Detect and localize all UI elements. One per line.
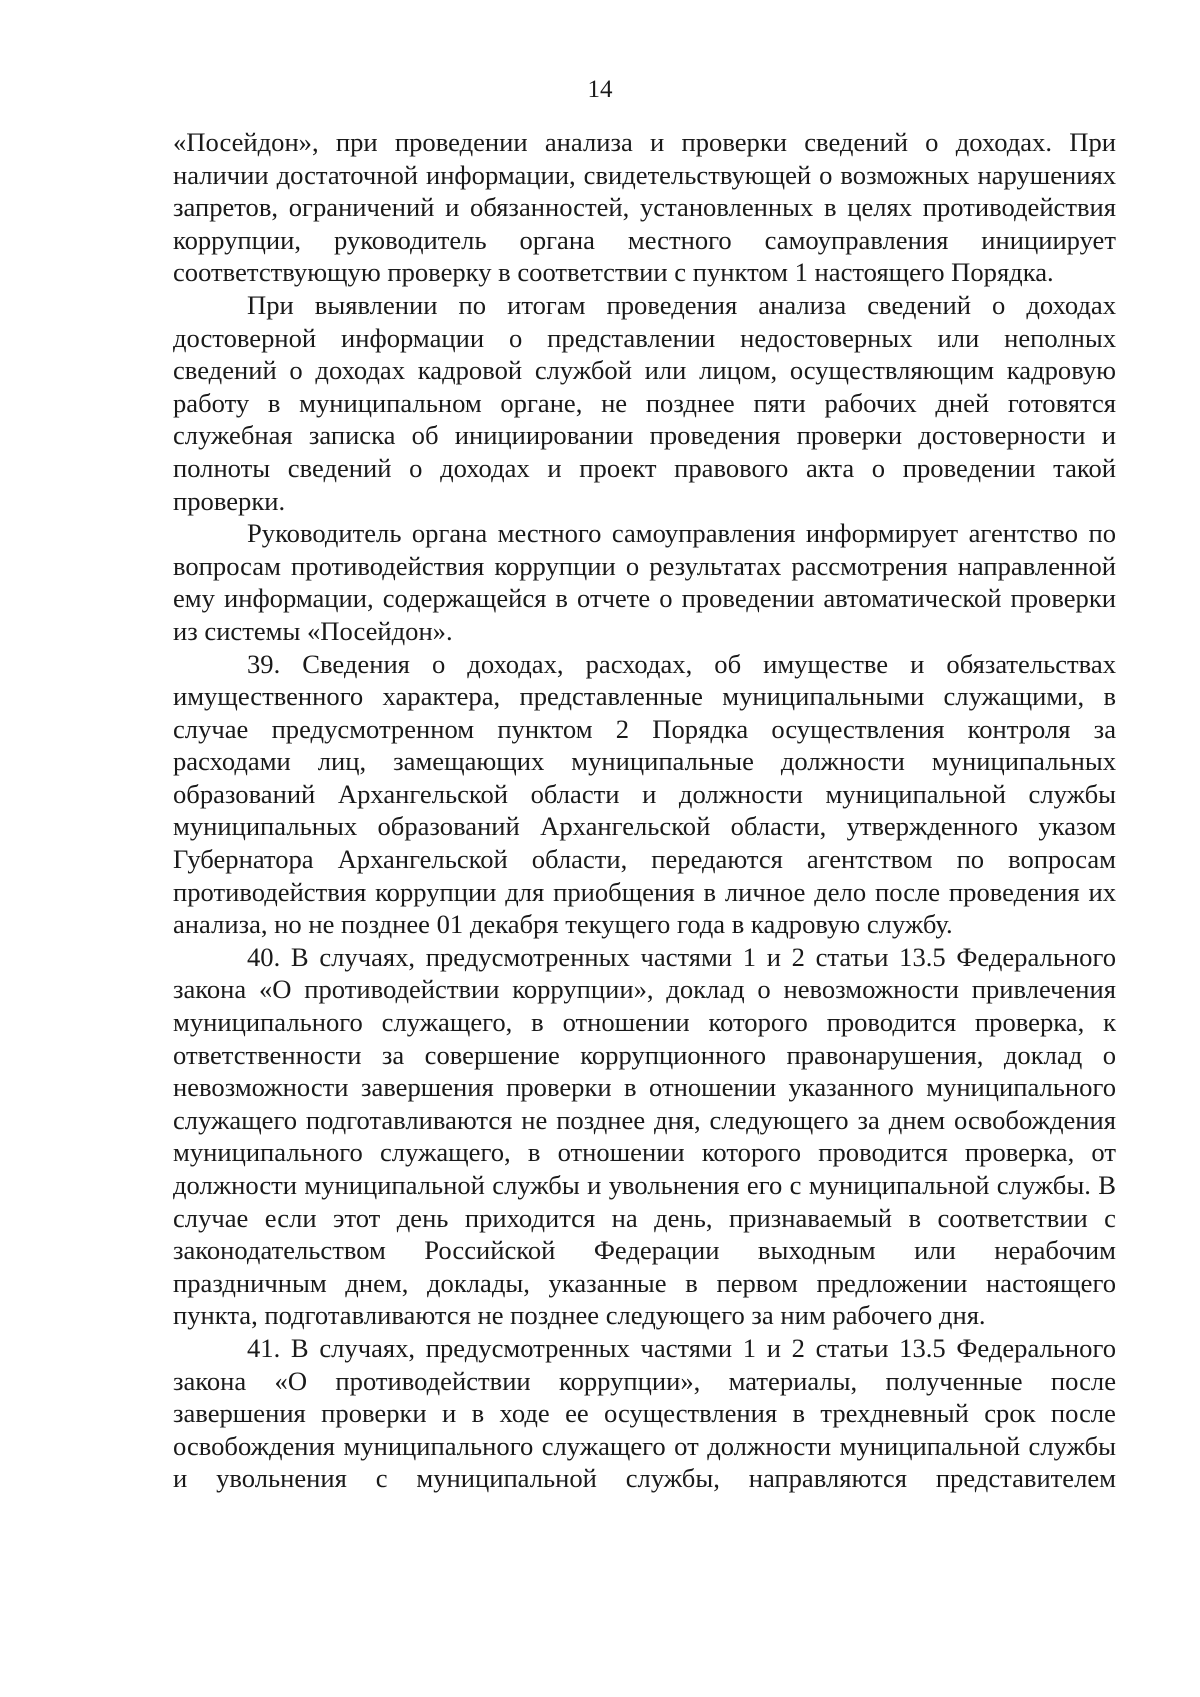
paragraph-item-41: 41. В случаях, предусмотренных частями 1 и 2 статьи 13.5 Федерального закона «О противодействии коррупции», материалы, полученные после завершения проверки и в ходе ее осуществления в трехдневный срок после освобождения муниципального служащего от должности муниципальной службы и увольнения с муниципальной службы, направляются представителем bbox=[173, 1332, 1116, 1494]
document-body bbox=[173, 126, 1116, 1495]
paragraph-poseidon-continuation: «Посейдон», при проведении анализа и проверки сведений о доходах. При наличии достаточной информации, свидетельствующей о возможных нарушениях запретов, ограничений и обязанностей, установленных в целях противодействия коррупции, руководитель органа местного самоуправления инициирует соответствующую проверку в соответствии с пунктом 1 настоящего Порядка. bbox=[173, 127, 1116, 288]
page-number: 14 bbox=[587, 76, 613, 103]
paragraph-item-39: 39. Сведения о доходах, расходах, об имуществе и обязательствах имущественного характера, представленные муниципальными служащими, в случае предусмотренном пунктом 2 Порядка осуществления контроля за расходами лиц, замещающих муниципальные должности муниципальных образований Архангельской области и должности муниципальной службы муниципальных образований Архангельской области, утвержденного указом Губернатора Архангельской области, передаются агентством по вопросам противодействия коррупции для приобщения в личное дело после проведения их анализа, но не позднее 01 декабря текущего года в кадровую службу. bbox=[173, 648, 1116, 940]
paragraph-unreliable-info: При выявлении по итогам проведения анализа сведений о доходах достоверной информации о представлении недостоверных или неполных сведений о доходах кадровой службой или лицом, осуществляющим кадровую работу в муниципальном органе, не позднее пяти рабочих дней готовятся служебная записка об инициировании проведения проверки достоверности и полноты сведений о доходах и проект правового акта о проведении такой проверки. bbox=[173, 289, 1116, 516]
paragraph-item-40: 40. В случаях, предусмотренных частями 1 и 2 статьи 13.5 Федерального закона «О противодействии коррупции», доклад о невозможности привлечения муниципального служащего, в отношении которого проводится проверка, к ответственности за совершение коррупционного правонарушения, доклад о невозможности завершения проверки в отношении указанного муниципального служащего подготавливаются не позднее дня, следующего за днем освобождения муниципального служащего, в отношении которого проводится проверка, от должности муниципальной службы и увольнения его с муниципальной службы. В случае если этот день приходится на день, признаваемый в соответствии с законодательством Российской Федерации выходным или нерабочим праздничным днем, доклады, указанные в первом предложении настоящего пункта, подготавливаются не позднее следующего за ним рабочего дня. bbox=[173, 941, 1116, 1331]
paragraph-head-informs-agency: Руководитель органа местного самоуправления информирует агентство по вопросам противодействия коррупции о результатах рассмотрения направленной ему информации, содержащейся в отчете о проведении автоматической проверки из системы «Посейдон». bbox=[173, 518, 1116, 646]
